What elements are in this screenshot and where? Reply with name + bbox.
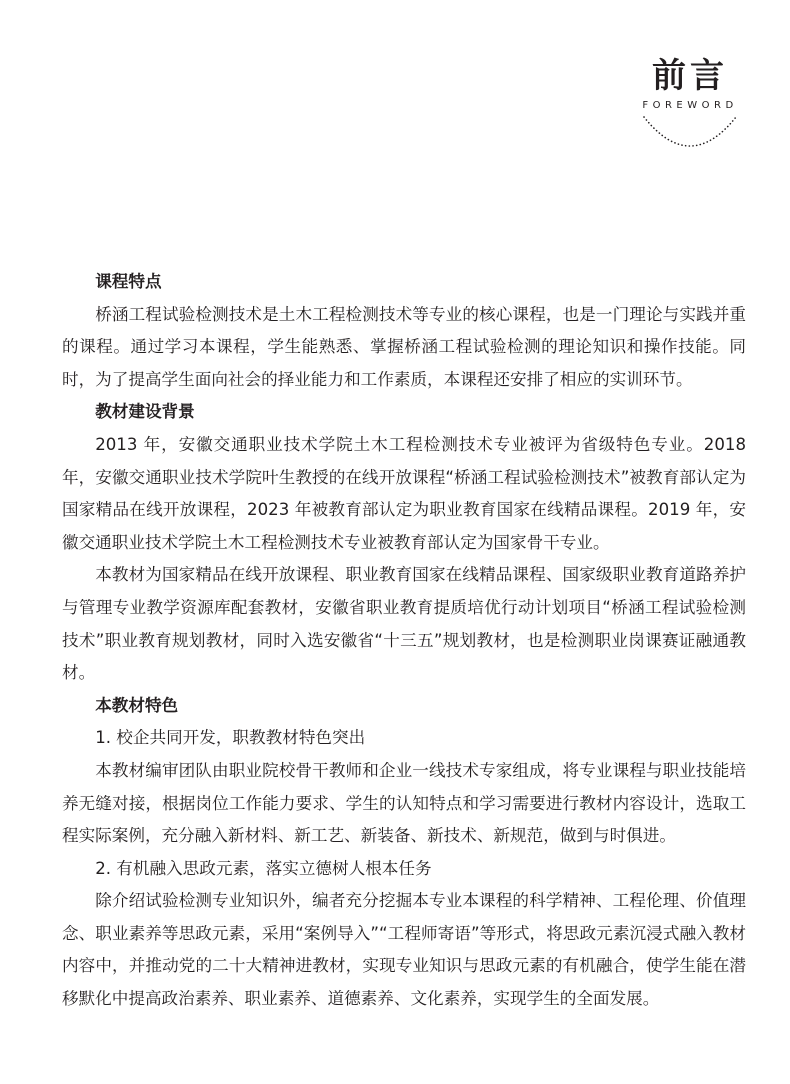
paragraph: 本教材为国家精品在线开放课程、职业教育国家在线精品课程、国家级职业教育道路养护与管理专业教学资源库配套教材，安徽省职业教育提质培优行动计划项目“桥涵工程试验检测技术”职业教育规划教材，同时入选安徽省“十三五”规划教材，也是检测职业岗课赛证融通教材。	[62, 565, 746, 683]
foreword-badge	[622, 56, 758, 151]
paragraph: 2013 年，安徽交通职业技术学院土木工程检测技术专业被评为省级特色专业。2018 年，安徽交通职业技术学院叶生教授的在线开放课程“桥涵工程试验检测技术”被教育部认定为国家精品在线开放课程，2023 年被教育部认定为职业教育国家在线精品课程。2019 年，安徽交通职业技术学院土木工程检测技术专业被教育部认定为国家骨干专业。	[62, 434, 746, 552]
subheading: 2. 有机融入思政元素，落实立德树人根本任务	[95, 858, 432, 878]
section-heading: 教材建设背景	[95, 402, 195, 422]
paragraph: 桥涵工程试验检测技术是土木工程检测技术等专业的核心课程，也是一门理论与实践并重的课程。通过学习本课程，学生能熟悉、掌握桥涵工程试验检测的理论知识和操作技能。同时，为了提高学生面向社会的择业能力和工作素质，本课程还安排了相应的实训环节。	[62, 304, 746, 389]
paragraph: 除介绍试验检测专业知识外，编者充分挖掘本专业本课程的科学精神、工程伦理、价值理念、职业素养等思政元素，采用“案例导入”“工程师寄语”等形式，将思政元素沉浸式融入教材内容中，并推动党的二十大精神进教材，实现专业知识与思政元素的有机融合，使学生能在潜移默化中提高政治素养、职业素养、道德素养、文化素养，实现学生的全面发展。	[62, 891, 746, 1009]
dotted-arc-decoration	[640, 113, 740, 151]
section-heading: 课程特点	[95, 272, 162, 291]
section-heading: 本教材特色	[95, 695, 179, 715]
paragraph: 本教材编审团队由职业院校骨干教师和企业一线技术专家组成，将专业课程与职业技能培养无缝对接，根据岗位工作能力要求、学生的认知特点和学习需要进行教材内容设计，选取工程实际案例，充分融入新材料、新工艺、新装备、新技术、新规范，做到与时俱进。	[62, 760, 746, 846]
page-title: 前言	[652, 56, 728, 96]
subheading: 1. 校企共同开发，职教教材特色突出	[95, 728, 366, 748]
page-subtitle: FOREWORD	[642, 100, 738, 111]
foreword-body	[62, 266, 746, 1016]
